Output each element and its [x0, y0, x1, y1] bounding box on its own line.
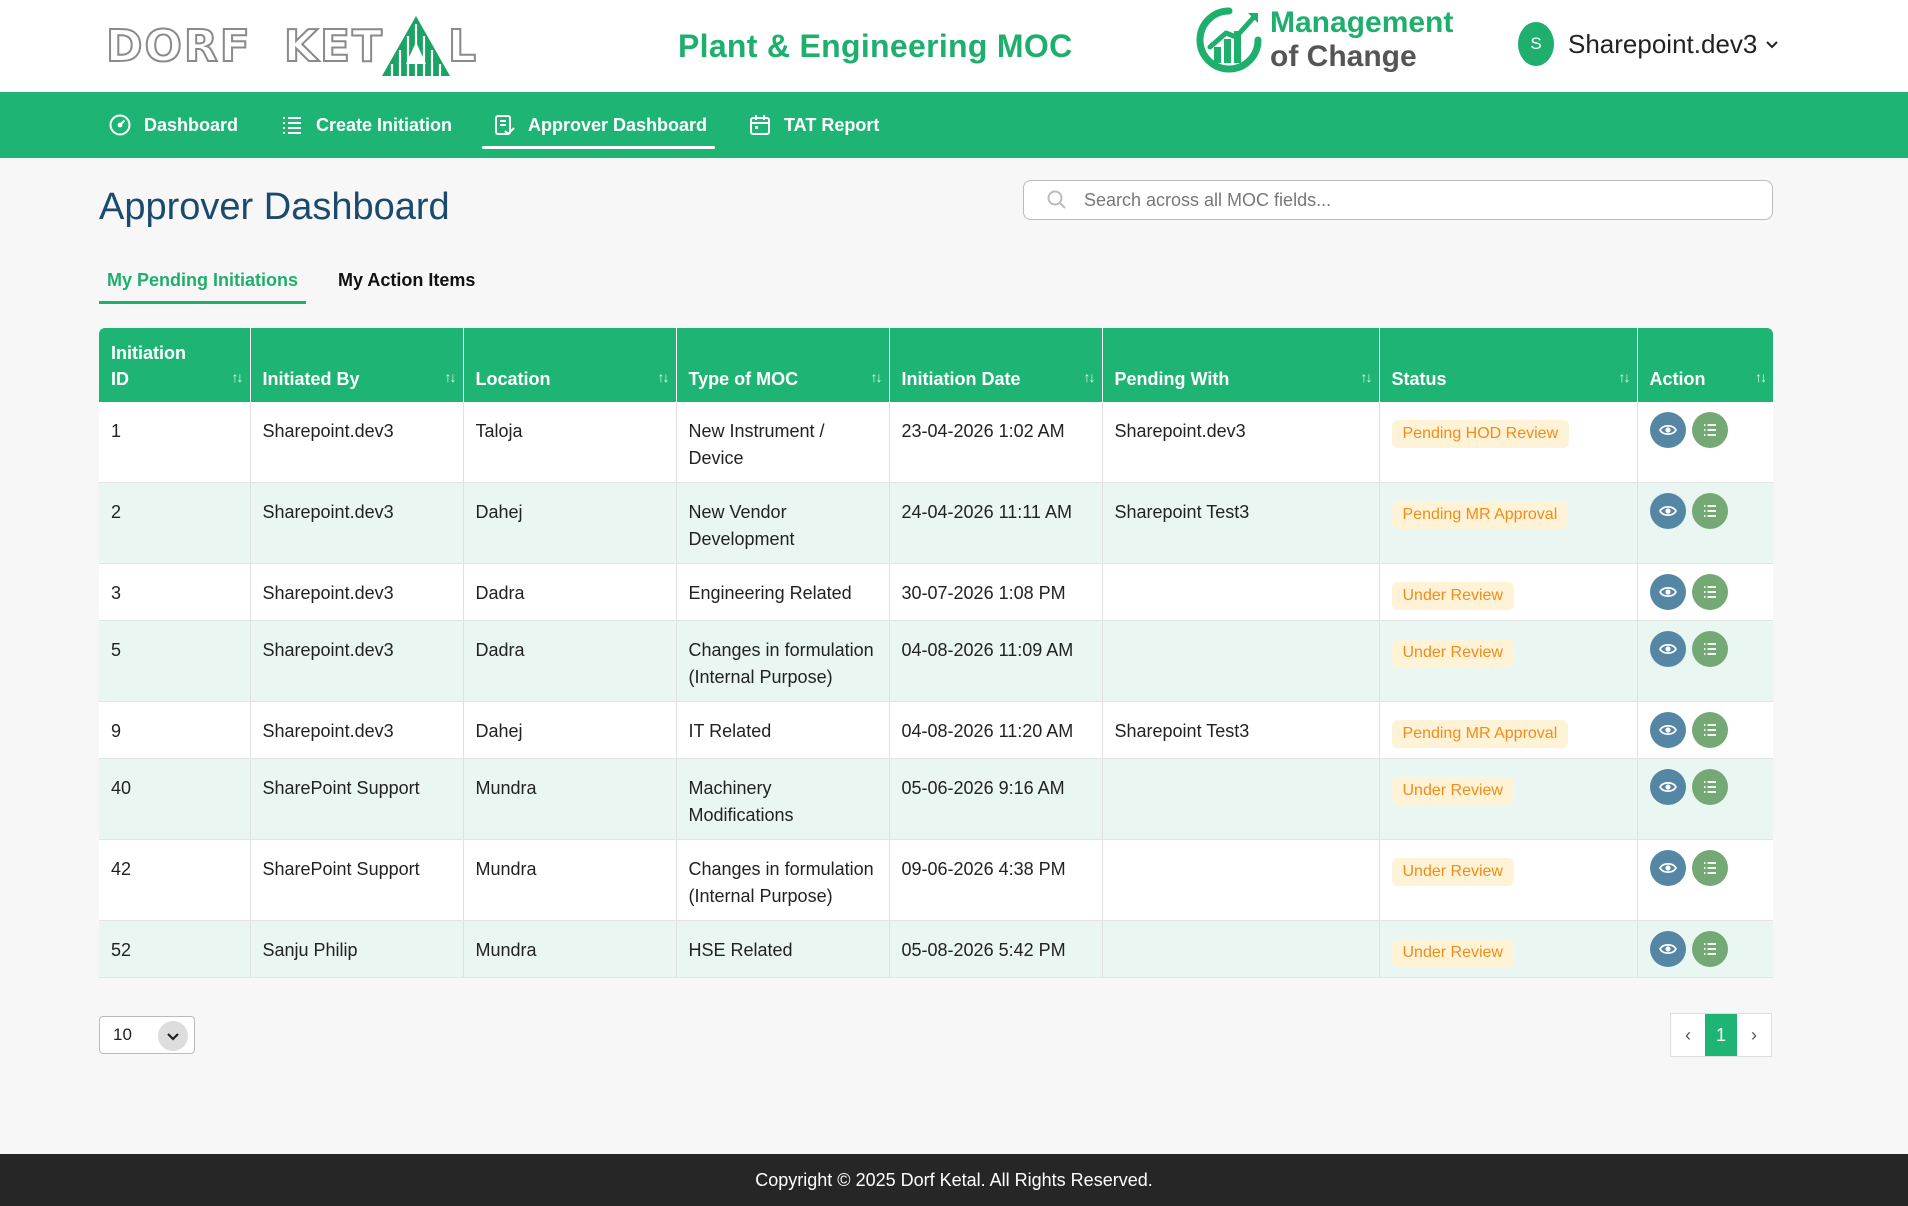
view-button[interactable] — [1650, 493, 1686, 529]
action-cell — [1637, 621, 1773, 702]
tab-bar — [99, 264, 507, 304]
location-cell: Dadra — [463, 621, 676, 702]
sort-icon: ↑↓ — [444, 369, 455, 385]
view-button[interactable] — [1650, 631, 1686, 667]
avatar: S — [1518, 22, 1554, 66]
moc-type-cell: Changes in formulation (Internal Purpose) — [676, 621, 889, 702]
initiation-date-cell: 09-06-2026 4:38 PM — [889, 840, 1102, 921]
details-list-button[interactable] — [1692, 769, 1728, 805]
search-icon — [1046, 189, 1068, 211]
initiation-id-cell: 2 — [99, 483, 250, 564]
list-icon — [1701, 502, 1719, 520]
dashboard-gauge-icon — [108, 113, 132, 137]
view-button[interactable] — [1650, 712, 1686, 748]
initiation-date-cell: 30-07-2026 1:08 PM — [889, 564, 1102, 621]
sort-icon: ↑↓ — [1083, 369, 1094, 385]
pending-with-cell — [1102, 759, 1379, 840]
status-badge: Under Review — [1392, 939, 1514, 967]
pending-with-cell: Sharepoint Test3 — [1102, 483, 1379, 564]
nav-label: Create Initiation — [316, 114, 453, 135]
location-cell: Dahej — [463, 702, 676, 759]
clipboard-check-icon — [492, 113, 516, 137]
status-badge: Under Review — [1392, 639, 1514, 667]
nav-label: Dashboard — [144, 114, 239, 135]
sort-icon: ↑↓ — [231, 369, 242, 385]
pagination — [1670, 1013, 1772, 1057]
initiation-date-cell: 04-08-2026 11:20 AM — [889, 702, 1102, 759]
prev-page-button[interactable]: ‹ — [1685, 1024, 1691, 1045]
action-cell — [1637, 759, 1773, 840]
initiation-date-cell: 05-06-2026 9:16 AM — [889, 759, 1102, 840]
initiation-id-cell: 42 — [99, 840, 250, 921]
eye-icon — [1659, 778, 1677, 796]
initiation-id-cell: 1 — [99, 402, 250, 483]
status-badge: Under Review — [1392, 582, 1514, 610]
tab-my-pending-initiations[interactable]: My Pending Initiations — [99, 264, 306, 304]
status-badge: Under Review — [1392, 858, 1514, 886]
chevron-down-icon — [158, 1021, 188, 1051]
list-icon — [1701, 721, 1719, 739]
initiated-by-cell: SharePoint Support — [250, 759, 463, 840]
nav-label: TAT Report — [784, 114, 880, 135]
eye-icon — [1659, 721, 1677, 739]
nav-label: Approver Dashboard — [528, 114, 708, 135]
table-row — [99, 564, 1773, 621]
sort-icon: ↑↓ — [1618, 369, 1629, 385]
initiated-by-cell: Sharepoint.dev3 — [250, 621, 463, 702]
status-cell — [1379, 564, 1637, 621]
growth-chart-icon — [1196, 7, 1262, 73]
details-list-button[interactable] — [1692, 850, 1728, 886]
initiation-date-cell: 24-04-2026 11:11 AM — [889, 483, 1102, 564]
eye-icon — [1659, 421, 1677, 439]
calendar-icon — [748, 113, 772, 137]
moc-type-cell: HSE Related — [676, 921, 889, 978]
logo-word-l: L — [448, 20, 479, 72]
status-badge: Pending MR Approval — [1392, 720, 1569, 748]
page-size-value: 10 — [113, 1025, 132, 1044]
table-row — [99, 621, 1773, 702]
initiations-table — [99, 328, 1773, 978]
location-cell: Mundra — [463, 840, 676, 921]
view-button[interactable] — [1650, 574, 1686, 610]
moc-type-cell: IT Related — [676, 702, 889, 759]
copyright-text: Copyright © 2025 Dorf Ketal. All Rights Reserved. — [755, 1169, 1153, 1190]
table-row — [99, 921, 1773, 978]
column-header[interactable]: Initiation ID ↑↓ — [99, 328, 250, 402]
status-cell — [1379, 621, 1637, 702]
moc-type-cell: New Vendor Development — [676, 483, 889, 564]
details-list-button[interactable] — [1692, 631, 1728, 667]
details-list-button[interactable] — [1692, 412, 1728, 448]
location-cell: Taloja — [463, 402, 676, 483]
sort-icon: ↑↓ — [870, 369, 881, 385]
pending-with-cell: Sharepoint.dev3 — [1102, 402, 1379, 483]
moc-logo-line2: of Change — [1270, 40, 1417, 73]
list-icon — [1701, 640, 1719, 658]
table-row — [99, 402, 1773, 483]
status-badge: Under Review — [1392, 777, 1514, 805]
action-cell — [1637, 840, 1773, 921]
action-cell — [1637, 483, 1773, 564]
sort-icon: ↑↓ — [657, 369, 668, 385]
view-button[interactable] — [1650, 850, 1686, 886]
column-header[interactable]: Initiation Date ↑↓ — [889, 328, 1102, 402]
status-cell — [1379, 702, 1637, 759]
app-header — [0, 0, 1908, 92]
action-cell — [1637, 702, 1773, 759]
pending-with-cell — [1102, 564, 1379, 621]
action-cell — [1637, 921, 1773, 978]
initiated-by-cell: Sanju Philip — [250, 921, 463, 978]
pending-with-cell — [1102, 840, 1379, 921]
status-badge: Pending MR Approval — [1392, 501, 1569, 529]
eye-icon — [1659, 583, 1677, 601]
sort-icon: ↑↓ — [1360, 369, 1371, 385]
initiation-id-cell: 52 — [99, 921, 250, 978]
logo-word-dorf: DORF — [106, 20, 252, 72]
initiation-date-cell: 05-08-2026 5:42 PM — [889, 921, 1102, 978]
details-list-button[interactable] — [1692, 712, 1728, 748]
column-header[interactable]: Pending With ↑↓ — [1102, 328, 1379, 402]
list-icon — [1701, 778, 1719, 796]
list-icon — [1701, 421, 1719, 439]
view-button[interactable] — [1650, 412, 1686, 448]
initiation-id-cell: 5 — [99, 621, 250, 702]
user-name: Sharepoint.dev3 — [1568, 28, 1758, 59]
eye-icon — [1659, 640, 1677, 658]
details-list-button[interactable] — [1692, 493, 1728, 529]
location-cell: Dadra — [463, 564, 676, 621]
initiated-by-cell: Sharepoint.dev3 — [250, 483, 463, 564]
next-page-button[interactable]: › — [1751, 1024, 1757, 1045]
page-size-select[interactable] — [99, 1016, 195, 1054]
column-header[interactable]: Status ↑↓ — [1379, 328, 1637, 402]
view-button[interactable] — [1650, 769, 1686, 805]
initiation-date-cell: 04-08-2026 11:09 AM — [889, 621, 1102, 702]
location-cell: Mundra — [463, 759, 676, 840]
nav-item-tat-report[interactable] — [748, 92, 879, 158]
moc-logo-line1: Management — [1270, 6, 1454, 39]
column-header[interactable]: Initiated By ↑↓ — [250, 328, 463, 402]
table-row — [99, 759, 1773, 840]
view-button[interactable] — [1650, 931, 1686, 967]
page-title: Approver Dashboard — [99, 186, 450, 228]
initiated-by-cell: SharePoint Support — [250, 840, 463, 921]
initiation-id-cell: 3 — [99, 564, 250, 621]
tab-my-action-items[interactable]: My Action Items — [338, 270, 476, 290]
eye-icon — [1659, 859, 1677, 877]
moc-type-cell: New Instrument / Device — [676, 402, 889, 483]
status-cell — [1379, 483, 1637, 564]
location-cell: Dahej — [463, 483, 676, 564]
location-cell: Mundra — [463, 921, 676, 978]
status-cell — [1379, 921, 1637, 978]
footer — [0, 1154, 1908, 1206]
column-header[interactable]: Action ↑↓ — [1637, 328, 1773, 402]
list-icon — [1701, 940, 1719, 958]
user-menu[interactable] — [1518, 22, 1779, 66]
main-nav — [0, 92, 1908, 158]
moc-type-cell: Machinery Modifications — [676, 759, 889, 840]
pending-with-cell: Sharepoint Test3 — [1102, 702, 1379, 759]
list-icon — [1701, 583, 1719, 601]
initiation-date-cell: 23-04-2026 1:02 AM — [889, 402, 1102, 483]
table-header-row — [99, 328, 1773, 402]
moc-type-cell: Engineering Related — [676, 564, 889, 621]
app-title: Plant & Engineering MOC — [678, 28, 1073, 64]
column-header[interactable]: Location ↑↓ — [463, 328, 676, 402]
logo-word-ket: KET — [283, 20, 385, 72]
nav-item-approver-dashboard[interactable] — [492, 92, 707, 158]
action-cell — [1637, 402, 1773, 483]
moc-logo — [1196, 6, 1453, 74]
initiated-by-cell: Sharepoint.dev3 — [250, 402, 463, 483]
table-row — [99, 483, 1773, 564]
initiation-id-cell: 40 — [99, 759, 250, 840]
list-icon — [1701, 859, 1719, 877]
sort-icon: ↑↓ — [1755, 369, 1765, 385]
status-badge: Pending HOD Review — [1392, 420, 1570, 448]
initiated-by-cell: Sharepoint.dev3 — [250, 564, 463, 621]
status-cell — [1379, 402, 1637, 483]
nav-item-create-initiation[interactable] — [280, 92, 452, 158]
search-input[interactable] — [1084, 190, 1764, 211]
eye-icon — [1659, 940, 1677, 958]
status-cell — [1379, 759, 1637, 840]
status-cell — [1379, 840, 1637, 921]
details-list-button[interactable] — [1692, 574, 1728, 610]
logo-triangle-icon — [378, 14, 454, 78]
details-list-button[interactable] — [1692, 931, 1728, 967]
search-box[interactable] — [1023, 180, 1773, 220]
page-button-current[interactable]: 1 — [1705, 1014, 1737, 1056]
column-header[interactable]: Type of MOC ↑↓ — [676, 328, 889, 402]
action-cell — [1637, 564, 1773, 621]
pending-with-cell — [1102, 921, 1379, 978]
table-row — [99, 702, 1773, 759]
moc-type-cell: Changes in formulation (Internal Purpose) — [676, 840, 889, 921]
nav-item-dashboard[interactable] — [108, 92, 238, 158]
initiated-by-cell: Sharepoint.dev3 — [250, 702, 463, 759]
eye-icon — [1659, 502, 1677, 520]
initiation-id-cell: 9 — [99, 702, 250, 759]
dorf-ketal-logo[interactable] — [106, 14, 478, 78]
pending-with-cell — [1102, 621, 1379, 702]
chevron-down-icon — [1765, 37, 1779, 51]
table-row — [99, 840, 1773, 921]
list-icon — [280, 113, 304, 137]
